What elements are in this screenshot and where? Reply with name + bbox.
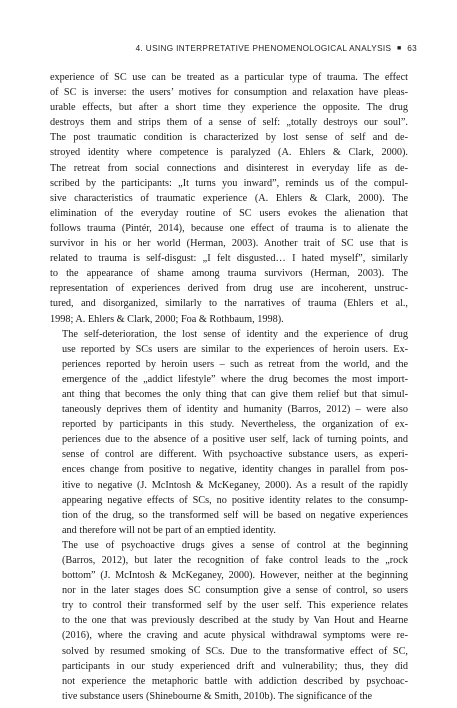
text-line: follows trauma (Pintér, 2014), because one effect of trauma is to alienate the	[50, 222, 408, 234]
text-line: ant thing that becomes the only thing that can give them relief but that simul-	[62, 388, 408, 400]
text-line: experience of SC use can be treated as a particular type of trauma. The effect	[50, 72, 408, 83]
text-line: The self-deterioration, the lost sense of identity and the experience of drug	[62, 328, 408, 340]
text-line: related to trauma is self-disgust: „I felt disgusted… I hated myself”, similarly	[50, 253, 408, 265]
text-line: periences due to the absence of a positive user self, lack of turning points, and	[62, 434, 408, 446]
text-line: sive characteristics of traumatic experience (A. Ehlers & Clark, 2000). The	[50, 192, 408, 204]
text-line: representation of experiences derived from drug use are incoherent, unstruc-	[50, 283, 408, 295]
text-line: tive substance users (Shinebourne & Smith, 2010b). The significance of the	[62, 690, 373, 702]
running-header	[136, 44, 417, 53]
text-line: scribed by the participants: „It turns you inward”, reminds us of the compul-	[50, 177, 408, 189]
text-line: to the appearance of shame among trauma survivors (Herman, 2003). The	[50, 268, 408, 280]
text-line: periences reported by heroin users – such as retreat from the world, and the	[62, 358, 408, 370]
page-number: 63	[407, 44, 417, 53]
text-line: survivor in his or her world (Herman, 2003). Another trait of SC use that is	[50, 238, 408, 250]
text-line: try to control their transformed self by the user self. This experience relates	[62, 600, 408, 612]
text-line: The retreat from social connections and disinterest in everyday life as de-	[50, 162, 408, 174]
text-line: (Barros, 2012), but later the recognition of fake control leads to the „rock	[62, 555, 408, 566]
text-line: of SC is inverse: the users’ motives for consumption and relaxation have pleas-	[50, 87, 408, 99]
text-line: urable effects, but after a short time they experience the opposite. The drug	[50, 102, 408, 114]
text-line: emergence of the „addict lifestyle” where the drug becomes the most import-	[62, 373, 408, 385]
paragraph	[50, 327, 408, 538]
paragraph	[50, 538, 408, 704]
text-line: to the one that was previously described at the study by Van Hout and Hearne	[62, 615, 408, 627]
text-line: appearing negative effects of SCs, no positive identity relates to the consump-	[62, 494, 408, 506]
text-line: bottom” (J. McIntosh & McKeganey, 2000). However, neither at the beginning	[62, 570, 408, 582]
text-line: use reported by SCs users are similar to the experiences of heroin users. Ex-	[62, 343, 408, 355]
text-line: 1998; A. Ehlers & Clark, 2000; Foa & Rothbaum, 1998).	[50, 313, 284, 325]
text-line: destroys them and strips them of a sense of self: „totally destroys our soul”.	[50, 117, 408, 129]
separator-square: ■	[396, 45, 402, 52]
text-line: stroyed identity where competence is paralyzed (A. Ehlers & Clark, 2000).	[50, 147, 408, 159]
text-line: ences change from positive to negative, identity changes in parallel from pos-	[62, 464, 408, 476]
chapter-title: 4. USING INTERPRETATIVE PHENOMENOLOGICAL ANALYSIS	[135, 44, 392, 53]
text-line: reported by participants in this study. Nevertheless, the organization of ex-	[62, 419, 408, 431]
text-line: not experience the metaphoric battle with addiction described by psychoac-	[62, 675, 408, 687]
body-text	[50, 70, 408, 704]
text-line: sense of control are different. With psychoactive substance users, as experi-	[62, 449, 408, 461]
text-line: taneously deprives them of identity and humanity (Barros, 2012) – were also	[62, 404, 408, 416]
paragraph	[50, 70, 408, 327]
text-line: The post traumatic condition is characterized by lost sense of self and de-	[50, 132, 408, 144]
text-line: participants in our study experienced drift and vulnerability; thus, they did	[62, 660, 408, 672]
text-line: nor in the later stages does SC consumption give a sense of control, so users	[62, 585, 408, 597]
text-line: elimination of the everyday routine of SC users evokes the alienation that	[50, 207, 408, 219]
text-line: and therefore will not be part of an emptied identity.	[62, 524, 276, 536]
text-line: tion of the drug, so the transformed self will be based on negative experiences	[62, 509, 408, 521]
text-line: itive to negative (J. McIntosh & McKeganey, 2000). As a result of the rapidly	[62, 479, 408, 491]
text-line: tured, and disorganized, similarly to the narratives of trauma (Ehlers et al.,	[50, 298, 408, 310]
text-line: solved by resumed smoking of SCs. Due to the transformative effect of SC,	[62, 645, 408, 657]
text-line: (2016), where the craving and acute physical withdrawal symptoms were re-	[62, 630, 408, 642]
text-line: The use of psychoactive drugs gives a sense of control at the beginning	[62, 539, 408, 551]
